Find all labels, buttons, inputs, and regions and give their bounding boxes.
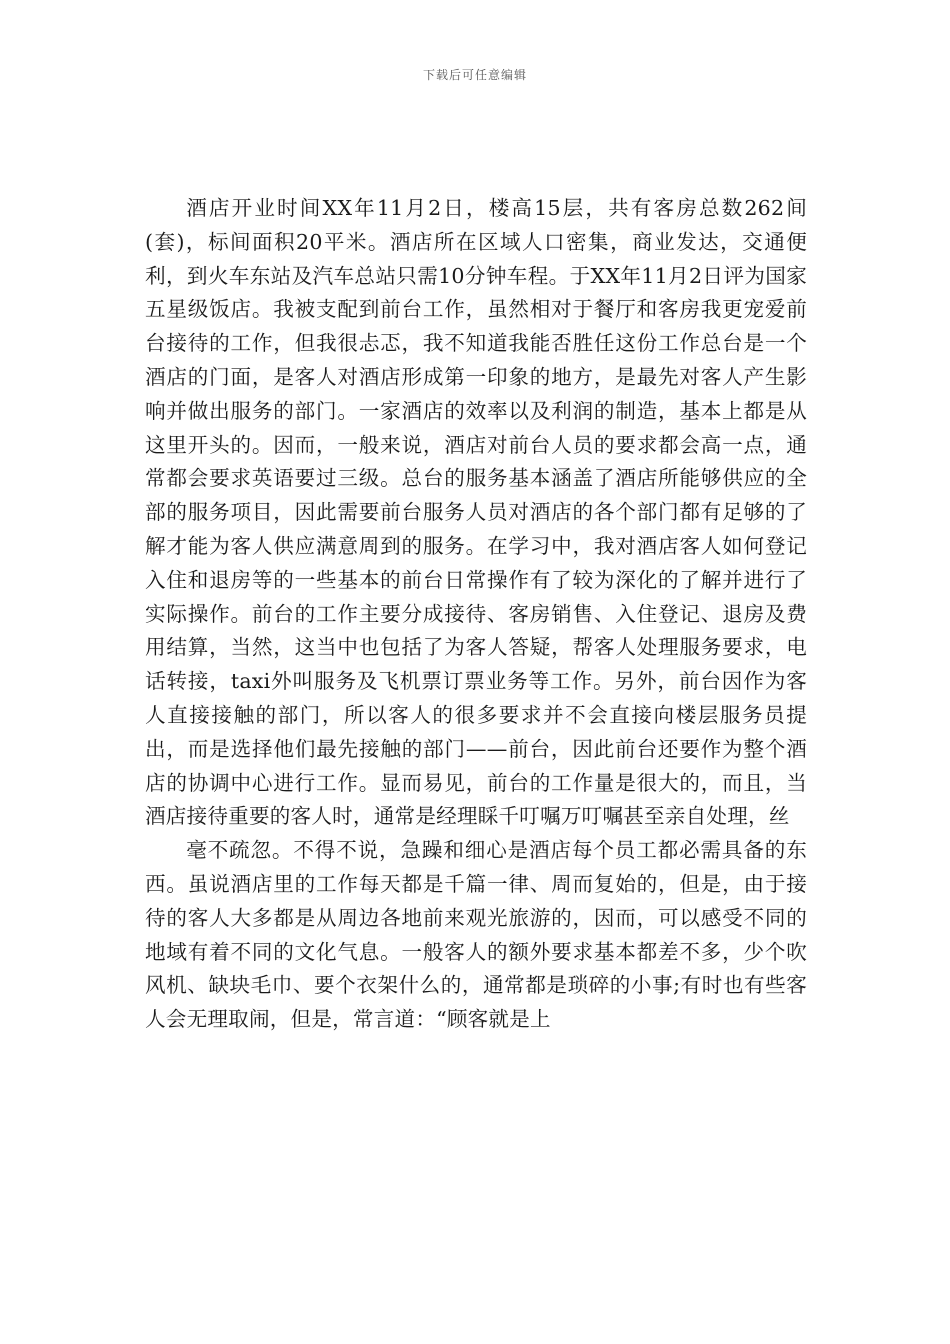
- page-header: 下载后可任意编辑: [422, 68, 527, 82]
- paragraph-1: 酒店开业时间XX年11月2日，楼高15层，共有客房总数262间(套)，标间面积20平米。酒店所在区域人口密集，商业发达，交通便利，到火车东站及汽车总站只需10分钟车程。于XX年11月2日评为国家五星级饭店。我被支配到前台工作，虽然相对于餐厅和客房我更宠爱前台接待的工作，但我很忐忑，我不知道我能否胜任这份工作总台是一个酒店的门面，是客人对酒店形成第一印象的地方，是最先对客人产生影响并做出服务的部门。一家酒店的效率以及利润的制造，基本上都是从这里开头的。因而，一般来说，酒店对前台人员的要求都会高一点，通常都会要求英语要过三级。总台的服务基本涵盖了酒店所能够供应的全部的服务项目，因此需要前台服务人员对酒店的各个部门都有足够的了解才能为客人供应满意周到的服务。在学习中，我对酒店客人如何登记入住和退房等的一些基本的前台日常操作有了较为深化的了解并进行了实际操作。前台的工作主要分成接待、客房销售、入住登记、退房及费用结算，当然，这当中也包括了为客人答疑，帮客人处理服务要求，电话转接，taxi外叫服务及飞机票订票业务等工作。另外，前台因作为客人直接接触的部门，所以客人的很多要求并不会直接向楼层服务员提出，而是选择他们最先接触的部门——前台，因此前台还要作为整个酒店的协调中心进行工作。显而易见，前台的工作量是很大的，而且，当酒店接待重要的客人时，通常是经理睬千叮嘱万叮嘱甚至亲自处理，丝: [145, 196, 807, 829]
- document-body: [145, 192, 807, 1037]
- paragraph-2: 毫不疏忽。不得不说，急躁和细心是酒店每个员工都必需具备的东西。虽说酒店里的工作每天都是千篇一律、周而复始的，但是，由于接待的客人大多都是从周边各地前来观光旅游的，因而，可以感受不同的地域有着不同的文化气息。一般客人的额外要求基本都差不多，少个吹风机、缺块毛巾、要个衣架什么的，通常都是琐碎的小事;有时也有些客人会无理取闹，但是，常言道：“顾客就是上: [145, 838, 807, 1032]
